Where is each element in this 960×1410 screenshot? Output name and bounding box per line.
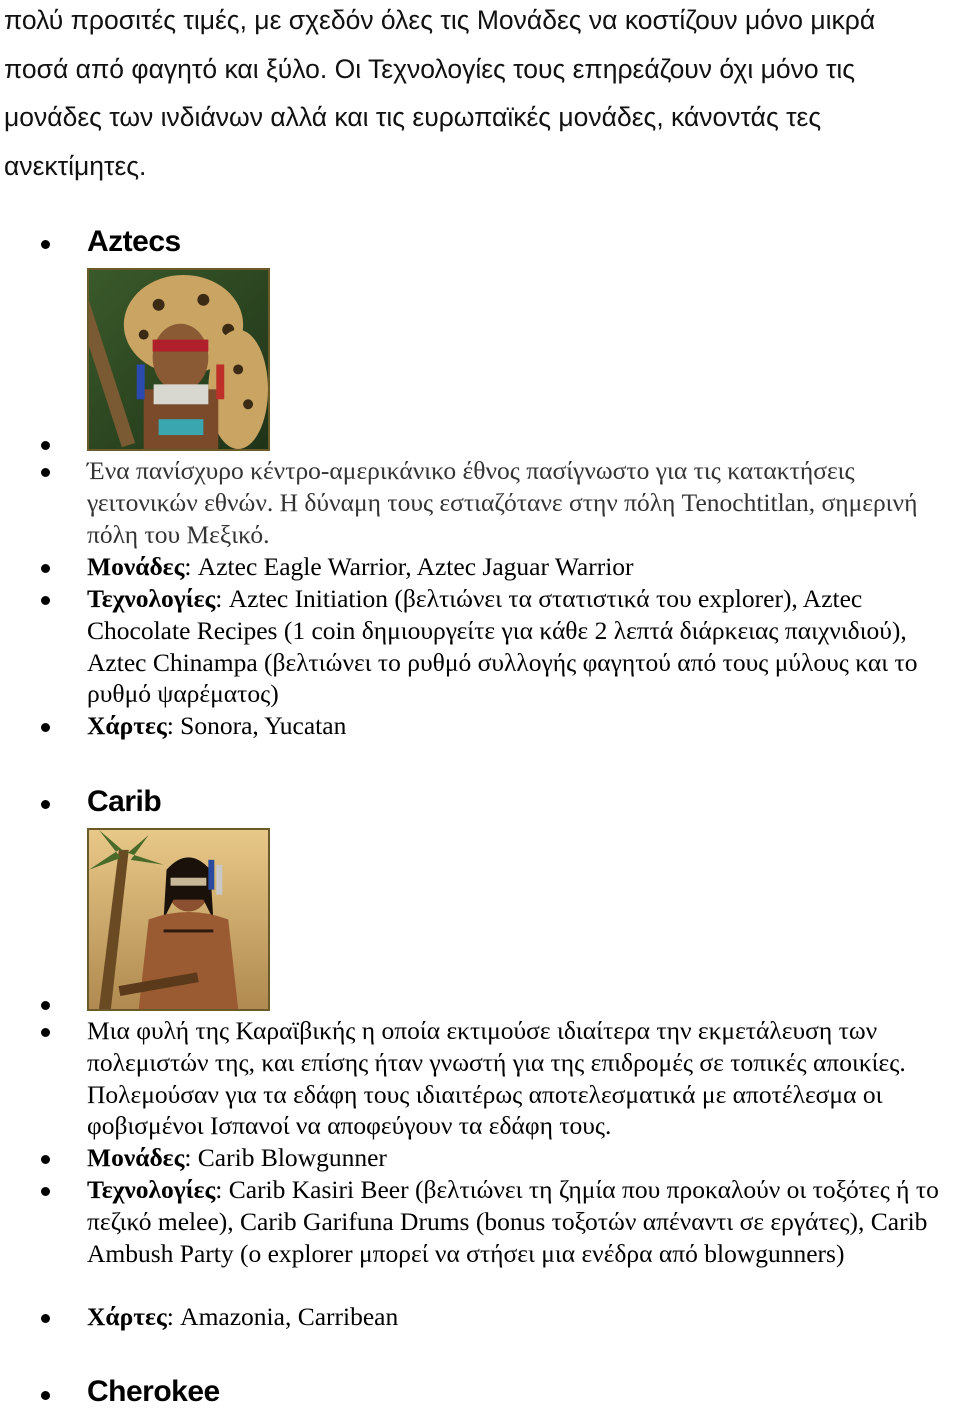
intro-paragraph [4,0,954,190]
intro-line: πολύ προσιτές τιμές, με σχεδόν όλες τις Μονάδες να κοστίζουν μόνο μικρά [4,5,876,35]
aztecs-units-text: : Aztec Eagle Warrior, Aztec Jaguar Warrior [184,552,634,581]
bullet-icon [41,1155,50,1164]
bullet-icon [41,240,50,249]
bullet-icon [41,564,50,573]
aztec-portrait-image [87,268,270,451]
carib-description: Μια φυλή της Καραϊβικής η οποία εκτιμούσε ιδιαίτερα την εκμετάλευση των πολεμιστών της, και επίσης ήταν γνωστή για της επιδρομές σε τοπικές αποικίες. Πολεμούσαν για τα εδάφη τους ιδιαιτέρως αποτελεσματικά με αποτέλεσμα οι φοβισμένοι Ισπανοί να αποφεύγουν τα εδάφη τους. [87,1016,906,1141]
tech-label: Τεχνολογίες [87,584,216,613]
bullet-icon [41,1001,50,1010]
bullet-icon [41,800,50,809]
aztecs-technologies [87,583,957,710]
carib-maps [87,1301,957,1333]
intro-line: μονάδες των ινδιάνων αλλά και τις ευρωπαϊκές μονάδες, κάνοντάς τες [4,102,822,132]
units-label: Μονάδες [87,552,185,581]
tech-label: Τεχνολογίες [87,1175,216,1204]
section-title-carib: Carib [87,785,162,818]
aztecs-maps-text: : Sonora, Yucatan [166,711,347,740]
units-label: Μονάδες [87,1143,185,1172]
intro-line: ανεκτίμητες. [4,150,147,181]
section-title-cherokee: Cherokee [87,1375,220,1408]
carib-technologies [87,1174,957,1269]
aztecs-maps [87,710,957,742]
aztecs-tech-text: : Aztec Initiation (βελτιώνει τα στατιστικά του explorer), Aztec Chocolate Recipes (1 coin δημιουργείτε για κάθε 2 λεπτά διάρκειας παιχνιδιού), Aztec Chinampa (βελτιώνει το ρυθμό συλλογής φαγητού από τους μύλους και το ρυθμό ψαρέματος) [87,584,918,709]
aztec-warrior-portrait-icon [89,270,268,449]
bullet-icon [41,468,50,477]
bullet-icon [41,1314,50,1323]
carib-warrior-portrait-icon [89,830,268,1009]
carib-maps-text: : Amazonia, Carribean [166,1302,399,1331]
carib-portrait-image [87,828,270,1011]
carib-units [87,1142,957,1174]
bullet-icon [41,1187,50,1196]
bullet-icon [41,723,50,732]
carib-tech-text: : Carib Kasiri Beer (βελτιώνει τη ζημία που προκαλούν οι τοξότες ή το πεζικό melee), Carib Garifuna Drums (bonus τοξοτών απέναντι σε εργάτες), Carib Ambush Party (ο explorer μπορεί να στήσει μια ενέδρα από blowgunners) [87,1175,939,1268]
bullet-icon [41,1028,50,1037]
aztecs-description: Ένα πανίσχυρο κέντρο-αμερικάνικο έθνος πασίγνωστο για τις κατακτήσεις γειτονικών εθνών. Η δύναμη τους εστιαζότανε στην πόλη Tenochtitlan, σημερινή πόλη του Μεξικό. [87,456,918,549]
section-title-aztecs: Aztecs [87,225,181,258]
carib-units-text: : Carib Blowgunner [184,1143,387,1172]
maps-label: Χάρτες [87,1302,167,1331]
bullet-icon [41,1391,50,1400]
bullet-icon [41,596,50,605]
bullet-icon [41,441,50,450]
intro-line: ποσά από φαγητό και ξύλο. Οι Τεχνολογίες τους επηρεάζουν όχι μόνο τις [4,53,856,84]
maps-label: Χάρτες [87,711,167,740]
aztecs-units [87,551,957,583]
